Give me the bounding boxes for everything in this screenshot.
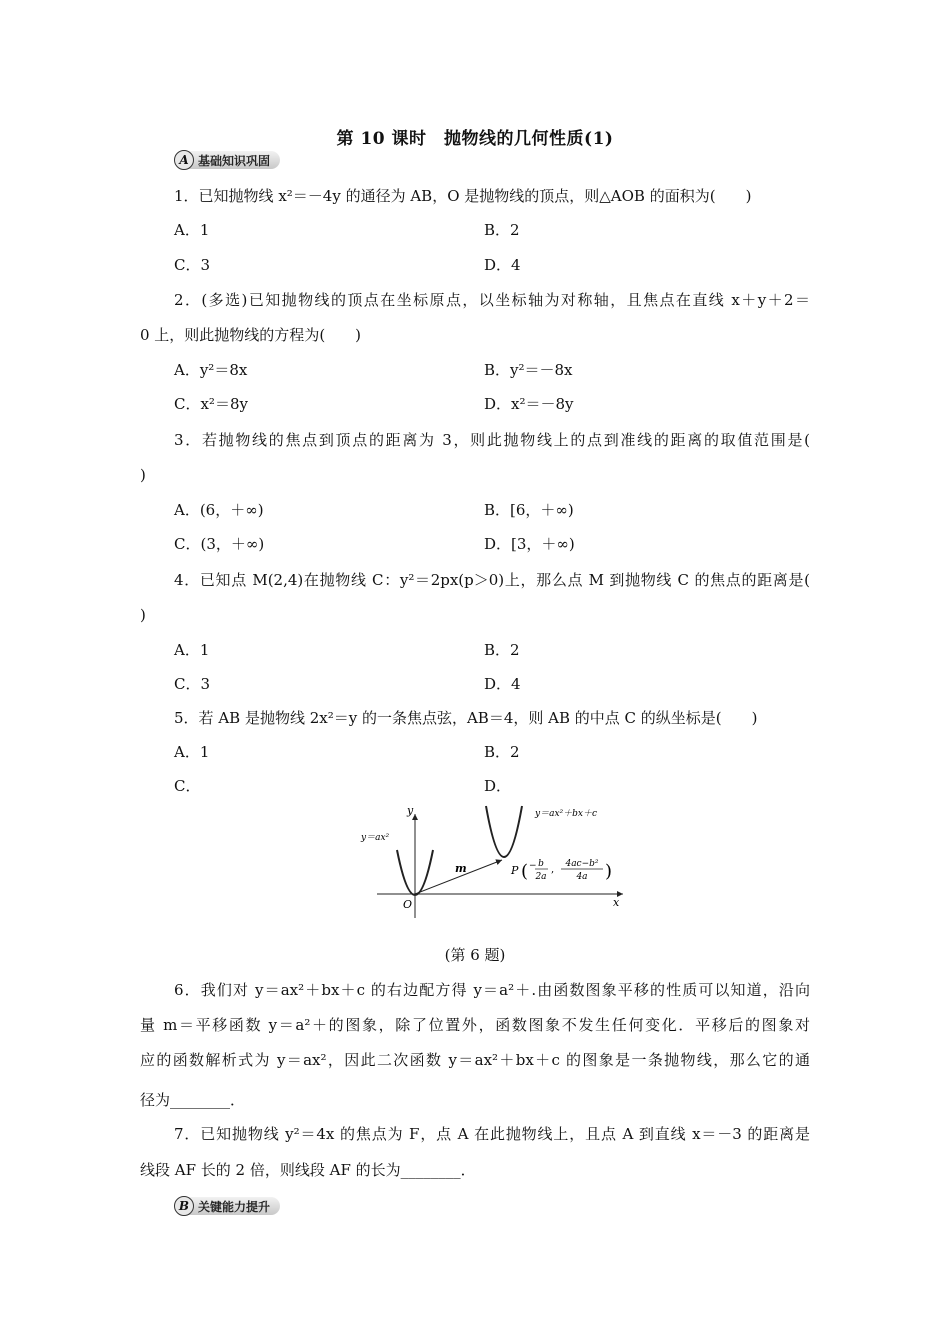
question-3-line-1 <box>174 430 810 450</box>
p-x-minus: − <box>529 861 537 871</box>
question-4-line-2: ) <box>140 606 146 624</box>
p-y-denominator: 4a <box>576 872 588 882</box>
p-x-numerator: b <box>538 859 544 869</box>
question-4-line-1 <box>174 570 810 590</box>
option-1b: B．2 <box>484 221 520 239</box>
point-p-label: P <box>511 864 519 877</box>
question-6-line-1 <box>174 980 810 1000</box>
section-badge-a: A <box>174 150 194 170</box>
question-7-line-2: 线段 AF 长的 2 倍，则线段 AF 的长为________． <box>140 1161 476 1179</box>
y-axis-label: y <box>407 804 414 817</box>
option-2c: C．x²＝8y <box>174 395 248 413</box>
option-1c: C．3 <box>174 256 211 274</box>
question-text: 若 AB 是抛物线 2x²＝y 的一条焦点弦，AB＝4，则 AB 的中点 C 的纵坐标是( ) <box>198 709 758 727</box>
question-number: 2． <box>174 291 202 309</box>
page-title: 第 10 课时 抛物线的几何性质(1) <box>336 129 614 149</box>
option-1a: A．1 <box>174 221 210 239</box>
question-text: 若抛物线的焦点到顶点的距离为 3，则此抛物线上的点到准线的距离的取值范围是( <box>201 431 811 449</box>
option-4d: D．4 <box>484 675 521 693</box>
option-3b: B．[6，＋∞) <box>484 501 574 519</box>
question-1 <box>174 186 810 206</box>
option-3c: C．(3，＋∞) <box>174 535 265 553</box>
option-5a: A．1 <box>174 743 210 761</box>
option-4c: C．3 <box>174 675 211 693</box>
p-y-numerator: 4ac−b² <box>565 859 599 869</box>
option-4a: A．1 <box>174 641 210 659</box>
question-5 <box>174 708 810 728</box>
question-text: (多选)已知抛物线的顶点在坐标原点，以坐标轴为对称轴，且焦点在直线 x＋y＋2＝ <box>201 291 811 309</box>
x-axis-label: x <box>613 896 620 909</box>
option-4b: B．2 <box>484 641 520 659</box>
question-text: 已知抛物线 x²＝－4y 的通径为 AB，O 是抛物线的顶点，则△AOB 的面积为( ) <box>198 187 752 205</box>
option-2d: D．x²＝－8y <box>484 395 574 413</box>
section-label-advanced: 关键能力提升 <box>186 1197 280 1215</box>
figure-caption: (第 6 题) <box>444 946 506 964</box>
option-2a: A．y²＝8x <box>174 361 248 379</box>
curve-1-label: y＝ax² <box>361 833 390 843</box>
option-3d: D．[3，＋∞) <box>484 535 575 553</box>
curve-2-label: y＝ax²＋bx＋c <box>535 809 598 819</box>
question-6-line-2: 量 m＝平移函数 y＝a²＋的图象，除了位置外，函数图象不发生任何变化．平移后的图象对 <box>140 1016 810 1034</box>
p-x-denominator: 2a <box>535 872 547 882</box>
option-5d: D． <box>484 777 512 795</box>
section-badge-b: B <box>174 1196 194 1216</box>
section-header-basic <box>174 148 280 172</box>
question-2-line-1 <box>174 290 810 310</box>
section-label-basic: 基础知识巩固 <box>186 151 280 169</box>
coordinate-comma: , <box>551 864 555 875</box>
coordinate-close-paren: ) <box>605 861 613 882</box>
parabola-translation-figure <box>355 800 630 925</box>
question-number: 3． <box>174 431 202 449</box>
question-number: 4． <box>174 571 200 589</box>
question-7-line-1 <box>174 1124 810 1144</box>
option-5b: B．2 <box>484 743 520 761</box>
question-6-line-3: 应的函数解析式为 y＝ax²，因此二次函数 y＝ax²＋bx＋c 的图象是一条抛物线，那么它的通 <box>140 1051 810 1069</box>
question-number: 7． <box>174 1125 201 1143</box>
option-3a: A．(6，＋∞) <box>174 501 264 519</box>
question-3-line-2: ) <box>140 466 146 484</box>
question-2-line-2: 0 上，则此抛物线的方程为( ) <box>140 326 362 344</box>
question-6-line-4: 径为________． <box>140 1091 246 1109</box>
question-text: 我们对 y＝ax²＋bx＋c 的右边配方得 y＝a²＋.由函数图象平移的性质可以知道，沿向 <box>200 981 811 999</box>
question-text: 已知抛物线 y²＝4x 的焦点为 F，点 A 在此抛物线上，且点 A 到直线 x＝－3 的距离是 <box>200 1125 811 1143</box>
option-1d: D．4 <box>484 256 521 274</box>
question-number: 6． <box>174 981 201 999</box>
coordinate-open-paren: ( <box>521 861 529 882</box>
parabola-translated <box>486 806 522 857</box>
vector-m-label: m <box>455 862 467 875</box>
option-5c: C． <box>174 777 201 795</box>
origin-label: O <box>403 898 413 911</box>
question-number: 1． <box>174 187 199 205</box>
section-header-advanced <box>174 1194 280 1218</box>
question-number: 5． <box>174 709 199 727</box>
option-2b: B．y²＝－8x <box>484 361 573 379</box>
question-text: 已知点 M(2,4)在抛物线 C：y²＝2px(p＞0)上，那么点 M 到抛物线 C 的焦点的距离是( <box>199 571 810 589</box>
